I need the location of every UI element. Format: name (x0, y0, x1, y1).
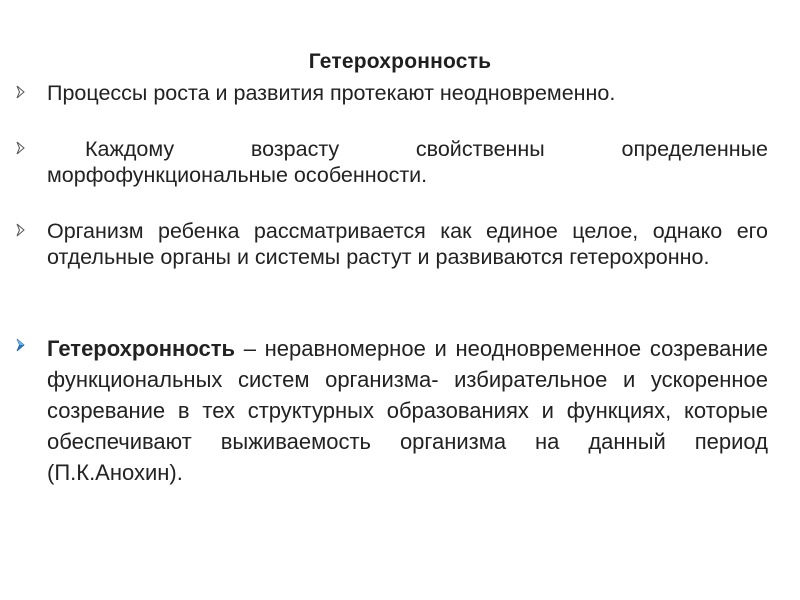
definition-body: – неравномерное и неодновременное созревание функциональных систем организма- избирательное и ускоренное созревание в тех структурных образованиях и функциях, которые обеспечивают выживаемость организма на данный период (П.К.Анохин). (47, 336, 768, 485)
blue-arrow-bullet-icon (16, 338, 26, 352)
outline-arrow-bullet-icon (16, 223, 26, 237)
bullet-text: Организм ребенка рассматривается как единое целое, однако его отдельные органы и системы растут и развиваются гетерохронно. (47, 219, 768, 269)
definition-text (47, 333, 768, 488)
outline-arrow-bullet-icon (16, 141, 26, 155)
bullet-text: Каждому возрасту свойственны определенные морфофункциональные особенности. (47, 137, 768, 187)
slide-title: Гетерохронность (308, 50, 492, 73)
outline-arrow-bullet-icon (16, 85, 26, 99)
bullet-text: Процессы роста и развития протекают неодновременно. (47, 81, 616, 105)
definition-term: Гетерохронность (47, 336, 236, 361)
